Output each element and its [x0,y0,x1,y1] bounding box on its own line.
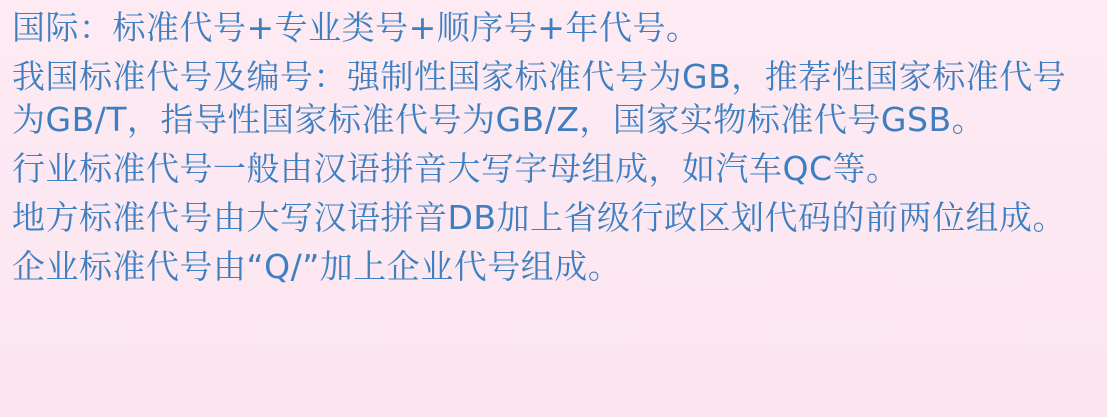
paragraph-international-code: 国际：标准代号+专业类号+顺序号+年代号。 [12,8,700,47]
paragraph-local-code: 地方标准代号由大写汉语拼音DB加上省级行政区划代码的前两位组成。 [12,198,1067,237]
paragraph-enterprise-code: 企业标准代号由“Q/”加上企业代号组成。 [12,247,622,286]
paragraph-industry-code: 行业标准代号一般由汉语拼音大写字母组成，如汽车QC等。 [12,149,900,188]
paragraph-national-code: 我国标准代号及编号：强制性国家标准代号为GB，推荐性国家标准代号为GB/T，指导性国家标准代号为GB/Z，国家实物标准代号GSB。 [12,57,1067,139]
